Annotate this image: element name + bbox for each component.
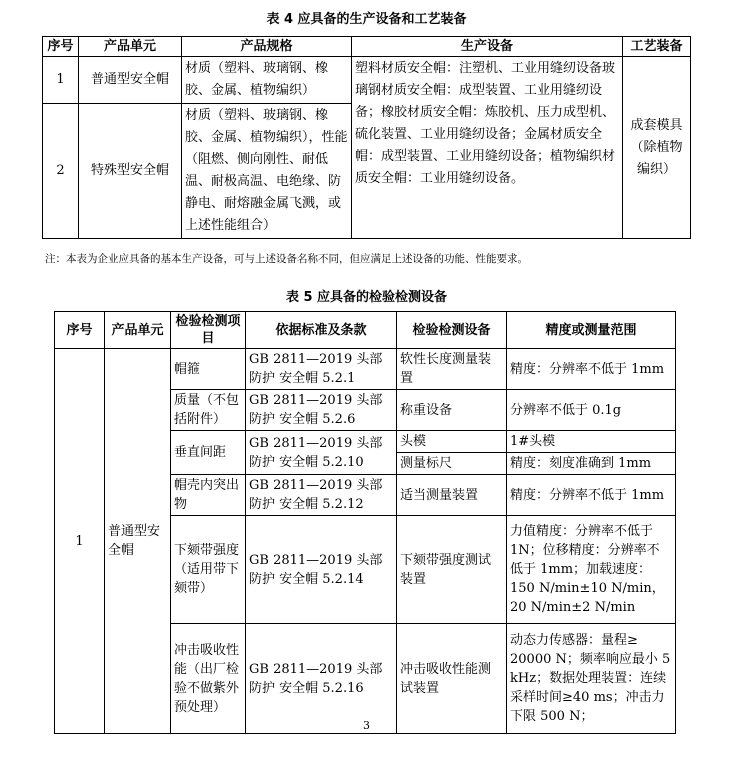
item-cell: 冲击吸收性能（出厂检验不做紫外预处理） (171, 624, 246, 734)
header-no: 序号 (43, 37, 79, 57)
equipment-cell: 下颏带强度测试装置 (397, 516, 507, 624)
table-header-row (43, 37, 691, 57)
tooling-cell: 成套模具（除植物编织） (623, 57, 691, 239)
table4-title: 表 4 应具备的生产设备和工艺装备 (266, 12, 467, 27)
item-cell: 帽壳内突出物 (171, 475, 246, 516)
equipment-cell: 称重设备 (397, 390, 507, 431)
standard-cell: GB 2811—2019 头部防护 安全帽 5.2.6 (246, 390, 397, 431)
header-equipment: 生产设备 (352, 37, 623, 57)
precision-cell: 精度：分辨率不低于 1mm (507, 475, 676, 516)
header-standard: 依据标准及条款 (246, 312, 397, 349)
row-no: 2 (43, 104, 79, 239)
precision-cell: 力值精度：分辨率不低于 1N；位移精度：分辨率不低于 1mm；加载速度：150 N/min±10 N/min，20 N/min±2 N/min (507, 516, 676, 624)
row-spec: 材质（塑料、玻璃钢、橡胶、金属、植物编织） (182, 57, 352, 104)
table-row (55, 349, 676, 390)
equipment-cell: 冲击吸收性能测试装置 (397, 624, 507, 734)
item-cell: 帽箍 (171, 349, 246, 390)
precision-cell: 1#头模 (507, 431, 676, 453)
equipment-cell: 头模 (397, 431, 507, 453)
header-unit: 产品单元 (105, 312, 171, 349)
table-note: 注：本表为企业应具备的基本生产设备，可与上述设备名称不同，但应满足上述设备的功能、性能要求。 (45, 253, 528, 265)
precision-cell: 精度：分辨率不低于 1mm (507, 349, 676, 390)
row-unit: 普通型安全帽 (105, 349, 171, 734)
standard-cell: GB 2811—2019 头部防护 安全帽 5.2.1 (246, 349, 397, 390)
precision-cell: 分辨率不低于 0.1g (507, 390, 676, 431)
item-cell: 下颏带强度（适用带下颏带） (171, 516, 246, 624)
header-tooling: 工艺装备 (623, 37, 691, 57)
row-unit: 普通型安全帽 (79, 57, 182, 104)
standard-cell: GB 2811—2019 头部防护 安全帽 5.2.14 (246, 516, 397, 624)
table-row (43, 57, 691, 104)
header-unit: 产品单元 (79, 37, 182, 57)
row-no: 1 (43, 57, 79, 104)
item-cell: 质量（不包括附件） (171, 390, 246, 431)
precision-cell: 动态力传感器：量程≥ 20000 N；频率响应最小 5 kHz；数据处理装置：连续采样时间≥40 ms；冲击力下限 500 N； (507, 624, 676, 734)
page-number: 3 (363, 719, 370, 732)
item-cell: 垂直间距 (171, 431, 246, 475)
header-item: 检验检测项目 (171, 312, 246, 349)
precision-cell: 精度：刻度准确到 1mm (507, 453, 676, 475)
production-equipment-table (42, 36, 691, 239)
standard-cell: GB 2811—2019 头部防护 安全帽 5.2.12 (246, 475, 397, 516)
row-unit: 特殊型安全帽 (79, 104, 182, 239)
equipment-cell: 测量标尺 (397, 453, 507, 475)
equipment-cell: 软性长度测量装置 (397, 349, 507, 390)
row-spec: 材质（塑料、玻璃钢、橡胶、金属、植物编织），性能（阻燃、侧向刚性、耐低温、耐极高温、电绝缘、防静电、耐熔融金属飞溅，或上述性能组合） (182, 104, 352, 239)
standard-cell: GB 2811—2019 头部防护 安全帽 5.2.16 (246, 624, 397, 734)
row-no: 1 (55, 349, 105, 734)
header-precision: 精度或测量范围 (507, 312, 676, 349)
table-header-row (55, 312, 676, 349)
header-spec: 产品规格 (182, 37, 352, 57)
header-no: 序号 (55, 312, 105, 349)
header-equipment: 检验检测设备 (397, 312, 507, 349)
equipment-cell: 塑料材质安全帽：注塑机、工业用缝纫设备玻璃钢材质安全帽：成型装置、工业用缝纫设备；橡胶材质安全帽：炼胶机、压力成型机、硫化装置、工业用缝纫设备；金属材质安全帽：成型装置、工业用缝纫设备；植物编织材质安全帽：工业用缝纫设备。 (352, 57, 623, 239)
standard-cell: GB 2811—2019 头部防护 安全帽 5.2.10 (246, 431, 397, 475)
equipment-cell: 适当测量装置 (397, 475, 507, 516)
inspection-equipment-table (54, 311, 676, 734)
table5-title: 表 5 应具备的检验检测设备 (285, 290, 448, 305)
